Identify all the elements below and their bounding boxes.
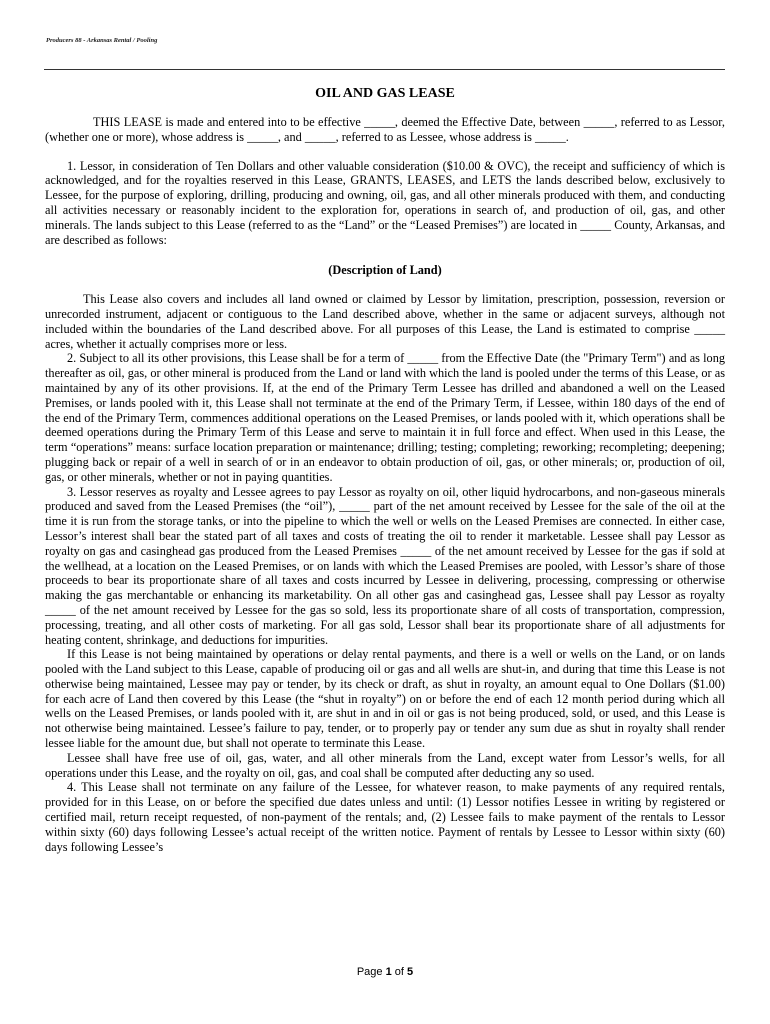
paragraph-4: 4. This Lease shall not terminate on any failure of the Lessee, for whatever reason, to make payments of any required rentals, provided for in this Lease, on or before the specified due dates unless and until: (1) Lessor notifies Lessee in writing by registered or certified mail, return receipt requested, of non-payment of the rentals; and, (2) Lessee fails to make payment of the rentals to Lessor within sixty (60) days following Lessee’s actual receipt of the written notice. Payment of rentals by Lessee to Lessor within sixty (60) days following Lessee’s (45, 780, 725, 854)
paragraph-free-use: Lessee shall have free use of oil, gas, water, and all other minerals from the Land, except water from Lessor’s wells, for all operations under this Lease, and the royalty on oil, gas, and coal shall be computed after deducting any so used. (45, 750, 725, 780)
page-total: 5 (407, 966, 414, 978)
header-rule (44, 69, 725, 70)
paragraph-1: 1. Lessor, in consideration of Ten Dollars and other valuable consideration ($10.00 & OVC), the receipt and sufficiency of which is acknowledged, and for the royalties reserved in this Lease, GRANTS, LEASES, and LETS the lands described below, exclusively to Lessee, for the purpose of exploring, drilling, producing and owning, oil, gas, and all other minerals produced with them, and conducting all activities necessary or reasonably incident to the exploration for, operations in search of, and production of oil, gas, and other minerals. The lands subject to this Lease (referred to as the “Land” or the “Leased Premises”) are located in _____ County, Arkansas, and are described as follows: (45, 158, 725, 247)
document-title: OIL AND GAS LEASE (315, 86, 455, 101)
page-word: Page (356, 966, 383, 978)
document-body (45, 115, 725, 854)
paragraph-shut-in: If this Lease is not being maintained by operations or delay rental payments, and there is a well or wells on the Land, or on lands pooled with the Land subject to this Lease, capable of producing oil or gas and all wells are shut-in, and during that time this Lease is not otherwise being maintained, Lessee may pay or tender, by its check or draft, as shut in royalty, an amount equal to One Dollars ($1.00) for each acre of Land then covered by this Lease (the “shut in royalty”) on or before the end of each 12 month period during which all wells on the Leased Premises, or lands pooled with it, are shut in and in oil or gas is not being produced, sold, or used, and this Lease is not otherwise being maintained. Lessee’s failure to pay, tender, or to properly pay or tender any sum due as shut in royalty shall render lessee liable for the amount due, but shall not operate to terminate this Lease. (45, 647, 725, 751)
intro-paragraph: THIS LEASE is made and entered into to be effective _____, deemed the Effective Date, between _____, referred to as Lessor, (whether one or more), whose address is _____, and _____, referred to as Lessee, whose address is _____. (45, 115, 725, 144)
page-current: 1 (385, 966, 392, 978)
paragraph-3: 3. Lessor reserves as royalty and Lessee agrees to pay Lessor as royalty on oil, other liquid hydrocarbons, and non-gaseous minerals produced and saved from the Leased Premises (the “oil”), _____ part of the net amount received by Lessee for the sale of the oil at the time it is run from the storage tanks, or into the pipeline to which the well or wells on the Leased Premises are connected. In either case, Lessor’s interest shall bear the stated part of all taxes and costs of treating the oil to render it marketable. Lessee shall pay Lessor as royalty on gas and casinghead gas produced from the Leased Premises _____ of the net amount received by Lessee for the gas if sold at the wellhead, at a location on the Leased Premises, or on lands with which the Leased Premises are pooled, with Lessor’s share of those proceeds to bear its proportionate share of all taxes and costs incurred by Lessee in delivering, processing, compressing or otherwise making the gas merchantable or enhancing its marketability. On all other gas and casinghead gas, Lessee shall pay Lessor as royalty _____ of the net amount received by Lessee for the gas so sold, less its proportionate share of all costs of transportation, compression, processing, treating, and all other costs of marketing. For all gas sold, Lessor shall bear its proportionate share of all adjustments for heating content, shrinkage, and deductions for impurities. (45, 484, 725, 647)
page-of: of (394, 966, 404, 978)
page-number (0, 966, 770, 978)
document-header-tag: Producers 88 - Arkansas Rental / Pooling (46, 37, 158, 44)
paragraph-2: 2. Subject to all its other provisions, this Lease shall be for a term of _____ from the Effective Date (the "Primary Term") and as long thereafter as oil, gas, or other mineral is produced from the Land or land with which the land is pooled under the terms of this Lease, or as maintained by any of its other provisions. If, at the end of the Primary Term Lessee has drilled and abandoned a well on the Leased Premises, or lands pooled with it, this Lease shall not terminate at the end of the Primary Term, if Lessee, within 180 days of the end of the end of the Primary Term, commences additional operations on the Leased Premises, or lands pooled with it, which operations shall be deemed operations during the Primary Term of this Lease and serve to maintain it in full force and effect. When used in this Lease, the term “operations” means: surface location preparation or maintenance; drilling; testing; completing; reworking; recompleting; deepening; plugging back or repair of a well in search of or in an endeavor to obtain production of oil, gas, or other minerals; or, production of oil, gas, or other minerals, whether or not in paying quantities. (45, 351, 725, 484)
paragraph-cover: This Lease also covers and includes all land owned or claimed by Lessor by limitation, prescription, possession, reversion or unrecorded instrument, adjacent or contiguous to the Land described above, whether in the same or adjacent surveys, although not included within the boundaries of the Land described above. For all purposes of this Lease, the Land is estimated to comprise _____ acres, whether it actually comprises more or less. (45, 292, 725, 351)
description-heading: (Description of Land) (328, 263, 442, 278)
